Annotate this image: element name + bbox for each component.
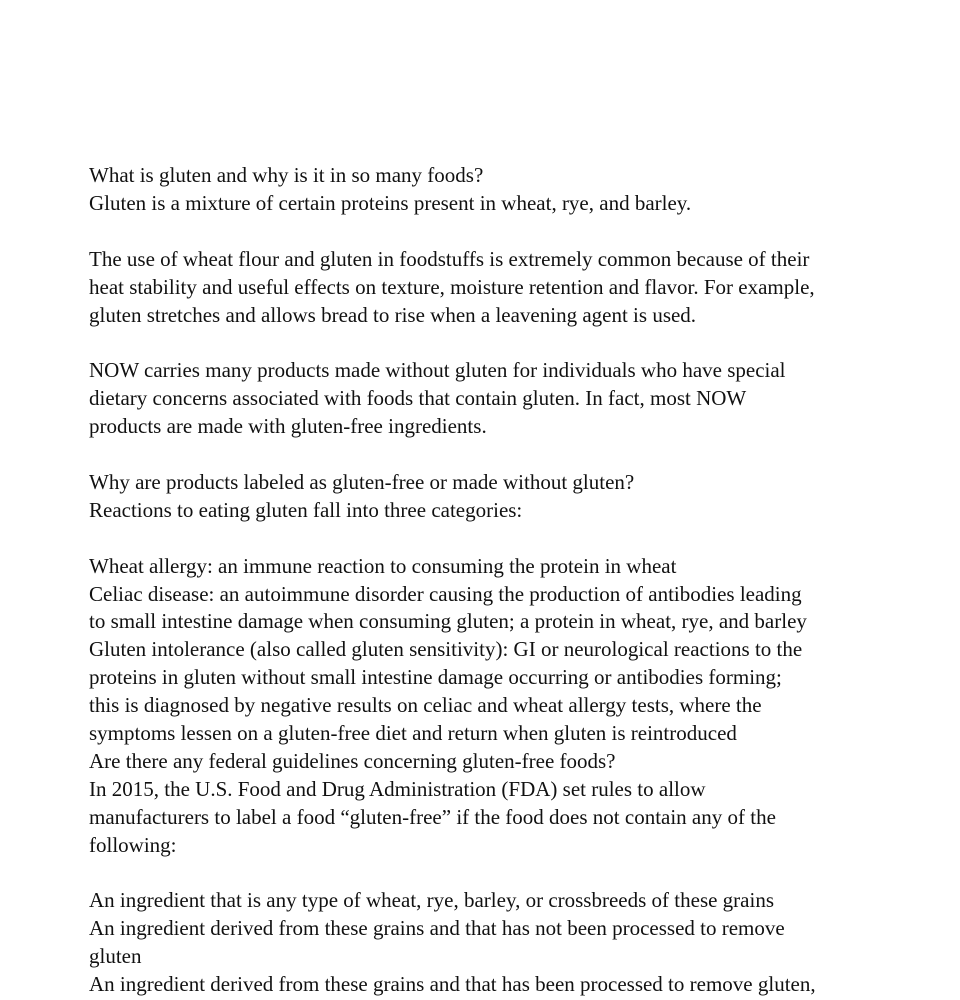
heading-federal-guidelines: Are there any federal guidelines concerning gluten-free foods? — [89, 748, 616, 773]
text-line: manufacturers to label a food “gluten-free” if the food does not contain any of the — [89, 804, 776, 829]
heading-what-is-gluten: What is gluten and why is it in so many foods? — [89, 163, 484, 187]
list-item-ingredient-grain: An ingredient that is any type of wheat, rye, barley, or crossbreeds of these grains — [89, 888, 775, 913]
blank-line — [89, 860, 889, 888]
blank-line — [89, 525, 889, 553]
text-line: symptoms lessen on a gluten-free diet and return when gluten is reintroduced — [89, 721, 737, 746]
text-line: heat stability and useful effects on texture, moisture retention and flavor. For example, — [89, 274, 815, 299]
heading-why-labeled: Why are products labeled as gluten-free or made without gluten? — [89, 469, 635, 494]
text-line: dietary concerns associated with foods that contain gluten. In fact, most NOW — [89, 386, 747, 411]
list-item-celiac-disease: Celiac disease: an autoimmune disorder causing the production of antibodies leading — [89, 581, 802, 606]
text-line: gluten stretches and allows bread to rise when a leavening agent is used. — [89, 302, 697, 327]
text-line: this is diagnosed by negative results on celiac and wheat allergy tests, where the — [89, 693, 762, 718]
text-line: In 2015, the U.S. Food and Drug Administration (FDA) set rules to allow — [89, 776, 706, 801]
text-line: following: — [89, 832, 177, 857]
list-item-ingredient-processed: An ingredient derived from these grains and that has been processed to remove gluten, — [89, 972, 816, 997]
text-line: Reactions to eating gluten fall into three categories: — [89, 497, 523, 522]
text-line: proteins in gluten without small intestine damage occurring or antibodies forming; — [89, 665, 782, 690]
text-line: Gluten is a mixture of certain proteins present in wheat, rye, and barley. — [89, 190, 692, 215]
document-body — [89, 162, 889, 999]
blank-line — [89, 218, 889, 246]
list-item-gluten-intolerance: Gluten intolerance (also called gluten sensitivity): GI or neurological reactions to the — [89, 637, 803, 662]
text-line: The use of wheat flour and gluten in foodstuffs is extremely common because of their — [89, 246, 810, 271]
list-item-ingredient-not-processed: An ingredient derived from these grains and that has not been processed to remove — [89, 916, 785, 941]
blank-line — [89, 441, 889, 469]
text-line: to small intestine damage when consuming gluten; a protein in wheat, rye, and barley — [89, 609, 807, 634]
list-item-wheat-allergy: Wheat allergy: an immune reaction to consuming the protein in wheat — [89, 553, 677, 578]
text-line: gluten — [89, 944, 142, 969]
text-line: products are made with gluten-free ingredients. — [89, 414, 487, 439]
blank-line — [89, 329, 889, 357]
text-line: NOW carries many products made without gluten for individuals who have special — [89, 358, 786, 383]
